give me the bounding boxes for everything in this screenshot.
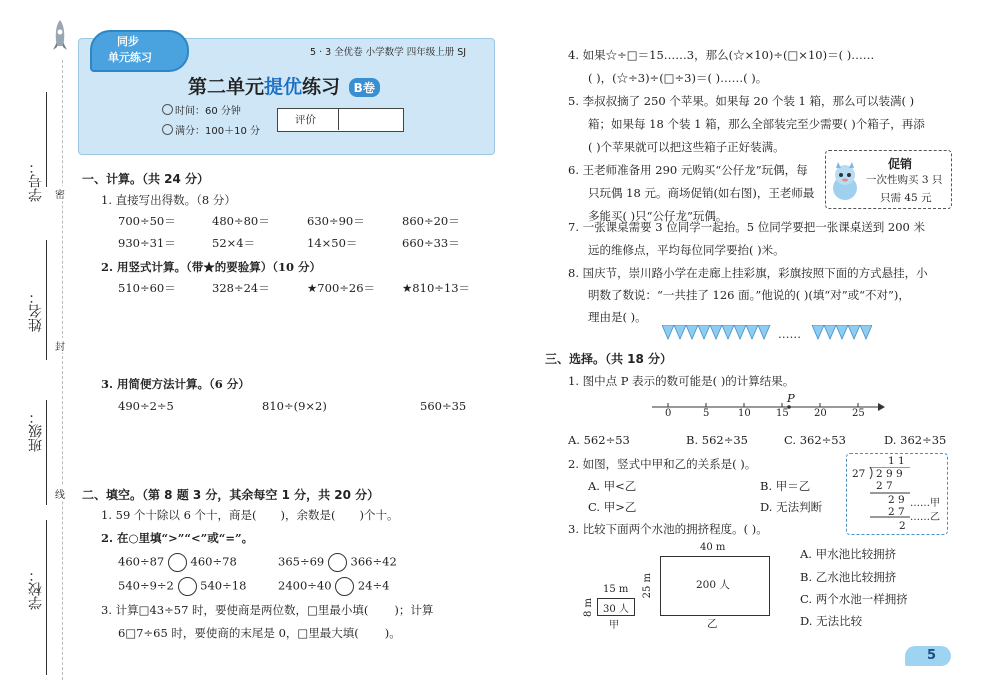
c1-option-a[interactable]: A. 562÷53 [568, 433, 630, 447]
s2-q2-r0a: 460÷87 460÷78 [118, 553, 237, 572]
c3-option-d[interactable]: D. 无法比较 [800, 614, 863, 628]
s2-q2-title: 2. 在○里填“>”“<”或“=”。 [101, 531, 254, 545]
compare-circle[interactable] [178, 577, 197, 596]
flag-dots: …… [778, 327, 801, 341]
s1-q3-title: 3. 用简便方法计算。（6 分） [101, 377, 250, 391]
student-id-line [46, 92, 47, 187]
dragon-toy-image [828, 162, 862, 205]
q4-line1: 4. 如果☆÷□＝15……3，那么(☆×10)÷(□×10)＝( )…… [568, 48, 875, 62]
c2-option-a[interactable]: A. 甲<乙 [588, 479, 637, 493]
section1-title: 一、计算。（共 24 分） [82, 172, 210, 186]
page-title: 第二单元提优练习 B卷 [188, 72, 380, 99]
c1-option-b[interactable]: B. 562÷35 [686, 433, 748, 447]
school-line [46, 520, 47, 675]
c3-option-a[interactable]: A. 甲水池比较拥挤 [800, 547, 897, 561]
pool-big-width: 40 m [700, 542, 726, 553]
calc-line3: 2 7 [888, 506, 905, 518]
c2-title: 2. 如图，竖式中甲和乙的关系是( )。 [568, 457, 757, 471]
axis-tick-0: 0 [665, 408, 672, 419]
pool-big-height: 25 m [642, 573, 653, 599]
compare-circle[interactable] [328, 553, 347, 572]
series-info: 5 · 3 全优卷 小学数学 四年级上册 SJ [310, 47, 467, 58]
axis-tick-5: 5 [703, 408, 710, 419]
c2-option-d[interactable]: D. 无法判断 [760, 500, 823, 514]
s1-q2-title: 2. 用竖式计算。（带★的要验算）（10 分） [101, 260, 322, 274]
section3-title: 三、选择。（共 18 分） [545, 352, 673, 366]
s1-q3-item1: 810÷(9×2) [262, 399, 327, 413]
s2-q3-line2: 6□7÷65 时，要使商的末尾是 0，□里最大填( )。 [118, 626, 401, 640]
b-paper-badge: B卷 [349, 78, 380, 97]
c1-title: 1. 图中点 P 表示的数可能是( )的计算结果。 [568, 374, 795, 388]
s1-q3-item0: 490÷2÷5 [118, 399, 174, 413]
c1-option-d[interactable]: D. 362÷35 [884, 433, 947, 447]
q7-line1: 7. 一张课桌需要 3 位同学一起抬。5 位同学要把一张课桌送到 200 米 [568, 220, 925, 234]
s1-q1-r1c3: 660÷33＝ [402, 236, 460, 250]
sync-badge-line2: 单元练习 [108, 51, 152, 64]
q6-line2: 只玩偶 18 元。商场促销(如右图)，王老师最 [588, 186, 815, 200]
axis-tick-10: 10 [738, 408, 751, 419]
name-line [46, 240, 47, 360]
page-number: 5 [927, 648, 937, 663]
class-line [46, 400, 47, 505]
promo-title: 促销 [888, 157, 913, 171]
axis-point-p: P [787, 391, 795, 405]
clock-icon [162, 104, 173, 115]
s1-q2-item1: 328÷24＝ [212, 281, 270, 295]
s2-q2-r1b: 2400÷40 24÷4 [278, 577, 389, 596]
calc-line2: 2 9 [888, 494, 905, 506]
sync-badge-line1: 同步 [117, 35, 139, 48]
check-icon [162, 124, 173, 135]
compare-circle[interactable] [168, 553, 187, 572]
compare-circle[interactable] [335, 577, 354, 596]
c3-option-c[interactable]: C. 两个水池一样拥挤 [800, 592, 908, 606]
s2-q1: 1. 59 个十除以 6 个十，商是( )，余数是( )个十。 [101, 508, 399, 522]
class-label: 班级： [28, 410, 44, 452]
axis-tick-25: 25 [852, 408, 865, 419]
q6-line1: 6. 王老师准备用 290 元购买“公仔龙”玩偶，每 [568, 163, 808, 177]
s1-q1-r1c2: 14×50＝ [307, 236, 358, 250]
calc-last: 2 [899, 520, 906, 532]
s1-q1-r0c0: 700÷50＝ [118, 214, 176, 228]
full-score: 满分：100＋10 分 [175, 126, 260, 137]
name-label: 姓名： [28, 290, 44, 332]
s1-q1-title: 1. 直接写出得数。（8 分） [101, 193, 236, 207]
q5-line2: 箱；如果每 18 个装 1 箱，那么全部装完至少需要( )个箱子，再添 [588, 117, 925, 131]
s1-q2-item3: ★810÷13＝ [402, 281, 471, 295]
axis-tick-20: 20 [814, 408, 827, 419]
c2-option-c[interactable]: C. 甲>乙 [588, 500, 637, 514]
q4-line2: ( )，(☆÷3)÷(□÷3)＝( )……( )。 [588, 71, 768, 85]
flag-string [662, 325, 872, 346]
q7-line2: 远的维修点，平均每位同学要抬( )米。 [588, 243, 785, 257]
seal-mi: 密 [55, 186, 65, 201]
q8-line3: 理由是( )。 [588, 310, 647, 324]
c2-option-b[interactable]: B. 甲＝乙 [760, 479, 811, 493]
binding-dashed-line [62, 60, 63, 680]
q8-line1: 8. 国庆节，崇川路小学在走廊上挂彩旗，彩旗按照下面的方式悬挂，小 [568, 266, 928, 280]
s2-q2-r1a: 540÷9÷2 540÷18 [118, 577, 246, 596]
pool-small-width: 15 m [603, 584, 629, 595]
pool-small-name: 甲 [609, 620, 619, 631]
q6-line3: 多能买( )只“公仔龙”玩偶。 [588, 209, 728, 223]
seal-xian: 线 [55, 486, 65, 501]
rocket-icon [50, 18, 70, 59]
s2-q2-r0b: 365÷69 366÷42 [278, 553, 397, 572]
s1-q1-r0c3: 860÷20＝ [402, 214, 460, 228]
s1-q2-item2: ★700÷26＝ [307, 281, 376, 295]
c3-option-b[interactable]: B. 乙水池比较拥挤 [800, 570, 897, 584]
time-limit: 时间：60 分钟 [175, 106, 241, 117]
calc-quotient: 1 1 [888, 455, 905, 467]
section2-title: 二、填空。（第 8 题 3 分，其余每空 1 分，共 20 分） [82, 488, 380, 502]
calc-divisor: 27 [852, 468, 866, 480]
s2-q3-line1: 3. 计算□43÷57 时，要使商是两位数，□里最小填( )；计算 [101, 603, 434, 617]
calc-dividend: 2 9 9 [876, 468, 903, 480]
number-line [650, 397, 885, 428]
pool-small-height: 8 m [583, 598, 594, 618]
school-label: 学校： [28, 568, 44, 610]
calc-jia: ……甲 [910, 498, 940, 509]
calc-line1: 2 7 [876, 480, 893, 492]
student-id-label: 学号： [28, 160, 44, 202]
pool-big-people: 200 人 [696, 579, 730, 591]
s1-q1-r0c2: 630÷90＝ [307, 214, 365, 228]
s1-q2-item0: 510÷60＝ [118, 281, 176, 295]
q8-line2: 明数了数说：“一共挂了 126 面。”他说的( )(填“对”或“不对”)， [588, 288, 910, 302]
q5-line3: ( )个苹果就可以把这些箱子正好装满。 [588, 140, 785, 154]
promo-line1: 一次性购买 3 只 [866, 174, 943, 186]
calc-yi: ……乙 [910, 512, 940, 523]
c1-option-c[interactable]: C. 362÷53 [784, 433, 846, 447]
rating-label: 评价 [295, 114, 316, 126]
c3-title: 3. 比较下面两个水池的拥挤程度。( )。 [568, 522, 768, 536]
s1-q1-r1c1: 52×4＝ [212, 236, 256, 250]
promo-line2: 只需 45 元 [880, 192, 932, 204]
q5-line1: 5. 李叔叔摘了 250 个苹果。如果每 20 个装 1 箱，那么可以装满( ) [568, 94, 915, 108]
pool-small-people: 30 人 [603, 604, 629, 615]
s1-q1-r1c0: 930÷31＝ [118, 236, 176, 250]
s1-q3-item2: 560÷35 [420, 399, 467, 413]
pool-big-name: 乙 [707, 618, 718, 630]
s1-q1-r0c1: 480÷80＝ [212, 214, 270, 228]
axis-tick-15: 15 [776, 408, 789, 419]
seal-feng: 封 [55, 338, 65, 353]
